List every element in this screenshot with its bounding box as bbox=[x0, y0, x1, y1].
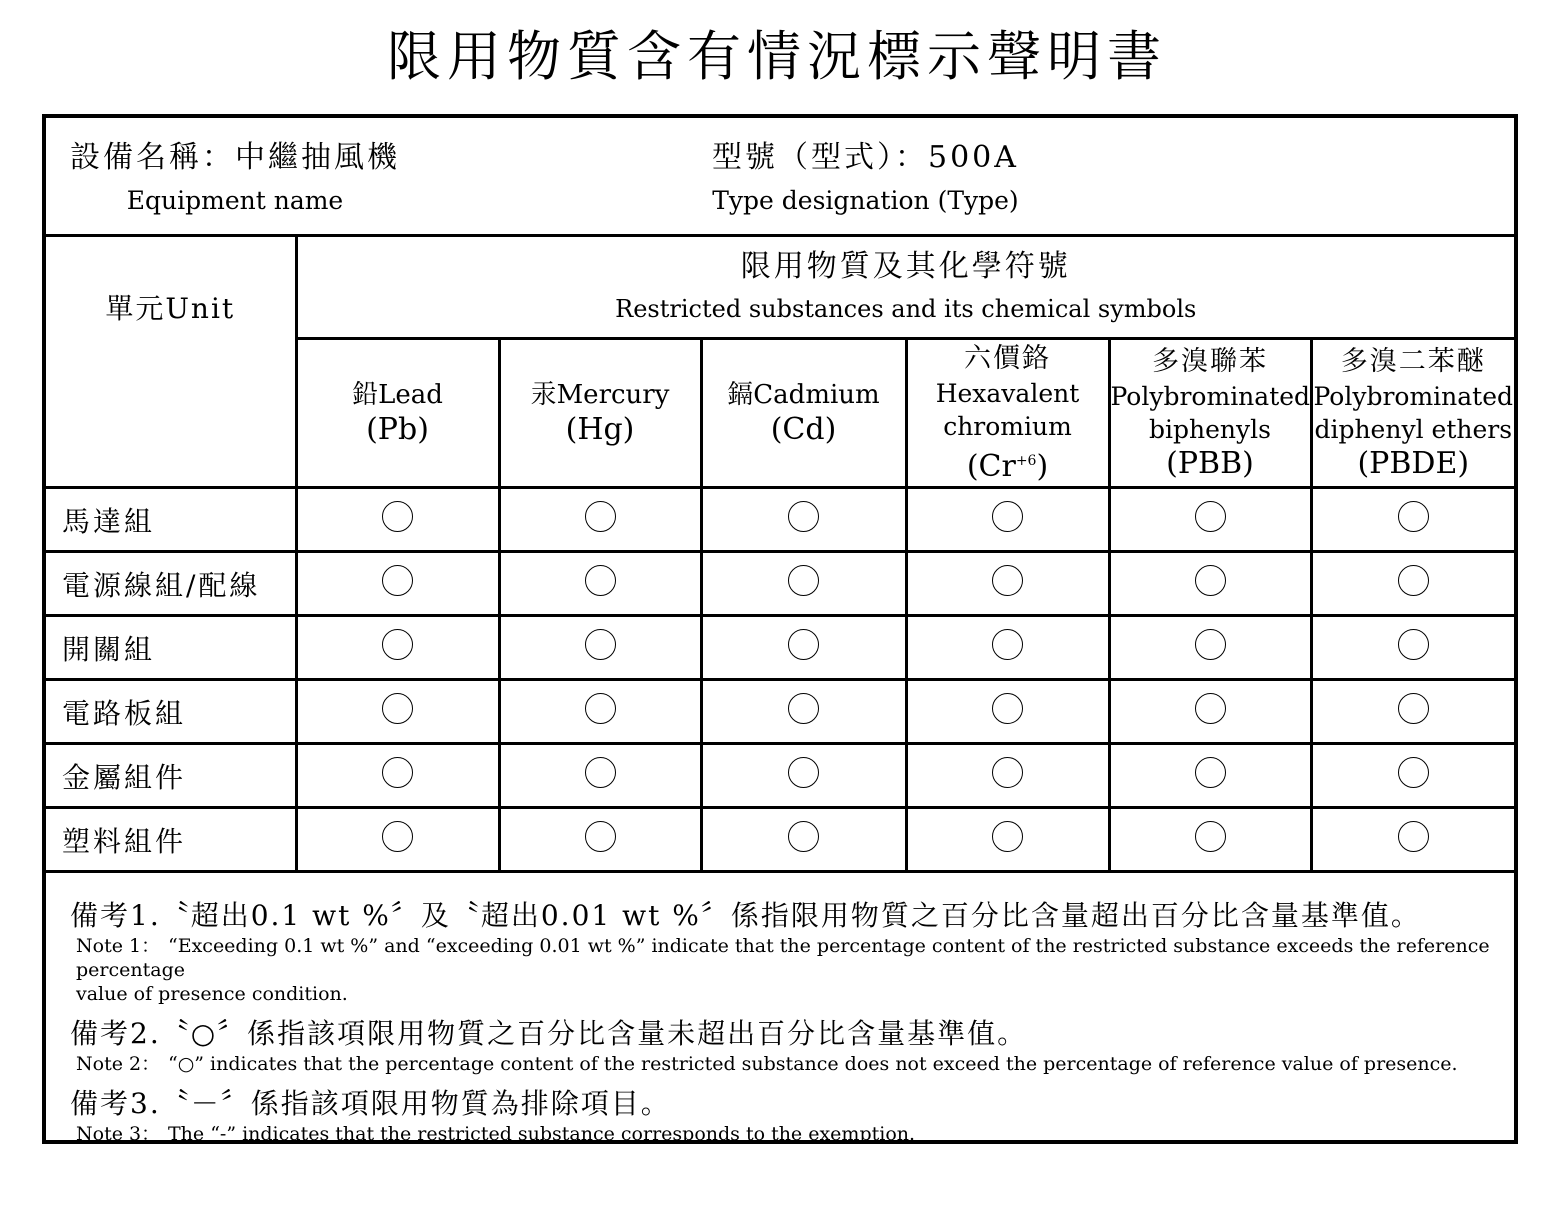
substance-label-en: diphenyl ethers bbox=[1314, 415, 1513, 444]
symbol-end: ) bbox=[1036, 449, 1049, 484]
circle-mark bbox=[585, 697, 616, 732]
circle-icon bbox=[382, 821, 413, 852]
substance-label-en: chromium bbox=[943, 412, 1072, 441]
mark-cell bbox=[1311, 616, 1514, 680]
circle-mark bbox=[585, 825, 616, 860]
note-label: Note 3： bbox=[76, 1123, 161, 1145]
circle-mark bbox=[788, 633, 819, 668]
mark-cell bbox=[1311, 552, 1514, 616]
note-en bbox=[70, 934, 1500, 982]
symbol-superscript: +6 bbox=[1015, 453, 1037, 469]
circle-mark bbox=[788, 825, 819, 860]
circle-icon bbox=[1398, 629, 1429, 660]
substance-label-en: biphenyls bbox=[1149, 415, 1271, 444]
mark-cell bbox=[1109, 808, 1311, 872]
circle-icon bbox=[585, 821, 616, 852]
circle-icon bbox=[992, 693, 1023, 724]
circle-icon bbox=[585, 629, 616, 660]
circle-icon bbox=[1398, 501, 1429, 532]
circle-mark bbox=[585, 569, 616, 604]
circle-icon bbox=[788, 821, 819, 852]
circle-mark bbox=[992, 825, 1023, 860]
circle-mark bbox=[585, 633, 616, 668]
notes-section bbox=[70, 898, 1500, 1146]
mark-cell bbox=[499, 616, 701, 680]
type-designation-en: Type designation (Type) bbox=[712, 186, 1019, 215]
circle-mark bbox=[1398, 825, 1429, 860]
table-row bbox=[46, 488, 1514, 552]
circle-mark bbox=[1398, 697, 1429, 732]
circle-icon bbox=[1398, 821, 1429, 852]
mark-cell bbox=[296, 808, 499, 872]
circle-icon bbox=[1195, 501, 1226, 532]
restricted-title-en: Restricted substances and its chemical symbols bbox=[615, 295, 1197, 323]
mark-cell bbox=[701, 552, 906, 616]
circle-icon bbox=[992, 629, 1023, 660]
row-unit-label: 馬達組 bbox=[46, 488, 296, 552]
row-unit-label: 金屬組件 bbox=[46, 744, 296, 808]
declaration-frame bbox=[42, 114, 1518, 1144]
circle-icon bbox=[382, 629, 413, 660]
table-body bbox=[46, 488, 1514, 872]
mark-cell bbox=[1311, 488, 1514, 552]
circle-mark bbox=[788, 505, 819, 540]
note-zh: 備考2.〝○〞係指該項限用物質之百分比含量未超出百分比含量基準值。 bbox=[70, 1017, 1028, 1050]
table-row bbox=[46, 680, 1514, 744]
circle-mark bbox=[1398, 633, 1429, 668]
mark-cell bbox=[1109, 744, 1311, 808]
mark-cell bbox=[499, 744, 701, 808]
circle-mark bbox=[788, 569, 819, 604]
mark-cell bbox=[1311, 744, 1514, 808]
circle-mark bbox=[382, 825, 413, 860]
circle-mark bbox=[992, 505, 1023, 540]
circle-mark bbox=[382, 697, 413, 732]
circle-mark bbox=[788, 761, 819, 796]
equipment-name-zh: 設備名稱：中繼抽風機 bbox=[70, 140, 400, 175]
document-title: 限用物質含有情況標示聲明書 bbox=[387, 25, 1167, 88]
table-row bbox=[46, 744, 1514, 808]
substance-symbol: (PBB) bbox=[1166, 446, 1254, 481]
mark-cell bbox=[1311, 808, 1514, 872]
circle-icon bbox=[1398, 565, 1429, 596]
note-text: “○” indicates that the percentage content of the restricted substance does not exceed the percentage of reference value of presence. bbox=[168, 1053, 1458, 1075]
mark-cell bbox=[499, 488, 701, 552]
circle-icon bbox=[382, 757, 413, 788]
circle-icon bbox=[1398, 757, 1429, 788]
substance-label-en: Polybrominated bbox=[1110, 382, 1311, 411]
circle-mark bbox=[1398, 505, 1429, 540]
circle-icon bbox=[1195, 629, 1226, 660]
mark-cell bbox=[499, 808, 701, 872]
circle-icon bbox=[1195, 693, 1226, 724]
substance-label-en: Polybrominated bbox=[1313, 382, 1514, 411]
circle-mark bbox=[1398, 569, 1429, 604]
mark-cell bbox=[499, 680, 701, 744]
note-text-continued: value of presence condition. bbox=[76, 983, 348, 1005]
circle-mark bbox=[1195, 633, 1226, 668]
mark-cell bbox=[296, 744, 499, 808]
mark-cell bbox=[296, 552, 499, 616]
symbol-base: (Cr bbox=[966, 449, 1016, 484]
mark-cell bbox=[906, 488, 1109, 552]
substance-label: 鎘Cadmium bbox=[727, 380, 880, 410]
note-label: Note 1： bbox=[76, 935, 161, 957]
mark-cell bbox=[906, 680, 1109, 744]
row-unit-label: 電源線組/配線 bbox=[46, 552, 296, 616]
row-unit-label: 電路板組 bbox=[46, 680, 296, 744]
mark-cell bbox=[906, 616, 1109, 680]
table-row bbox=[46, 616, 1514, 680]
equipment-name-en: Equipment name bbox=[126, 186, 344, 215]
restricted-header-row bbox=[46, 236, 1514, 339]
restricted-substances-header bbox=[296, 236, 1514, 339]
circle-icon bbox=[788, 565, 819, 596]
substance-lead bbox=[296, 339, 499, 488]
circle-icon bbox=[788, 629, 819, 660]
substance-label-en: Hexavalent bbox=[935, 379, 1080, 408]
note-text: The “-” indicates that the restricted substance corresponds to the exemption. bbox=[168, 1123, 916, 1145]
circle-icon bbox=[788, 501, 819, 532]
circle-mark bbox=[1195, 761, 1226, 796]
note-text: “Exceeding 0.1 wt %” and “exceeding 0.01 wt %” indicate that the percentage content of the restricted substance exceeds the reference percentage bbox=[76, 935, 1490, 981]
circle-mark bbox=[1195, 569, 1226, 604]
circle-icon bbox=[382, 501, 413, 532]
substance-symbol: (Hg) bbox=[565, 412, 635, 447]
note-2 bbox=[70, 1016, 1500, 1076]
mark-cell bbox=[701, 680, 906, 744]
circle-mark bbox=[585, 761, 616, 796]
substance-symbol: (PBDE) bbox=[1357, 446, 1470, 481]
circle-mark bbox=[788, 697, 819, 732]
mark-cell bbox=[1109, 552, 1311, 616]
mark-cell bbox=[906, 808, 1109, 872]
circle-mark bbox=[992, 697, 1023, 732]
mark-cell bbox=[701, 744, 906, 808]
substance-label: 汞Mercury bbox=[530, 380, 670, 410]
circle-mark bbox=[382, 569, 413, 604]
substance-symbol: (Cd) bbox=[770, 412, 837, 447]
circle-mark bbox=[1195, 825, 1226, 860]
mark-cell bbox=[296, 680, 499, 744]
note-zh: 備考3.〝－〞係指該項限用物質為排除項目。 bbox=[70, 1087, 671, 1120]
mark-cell bbox=[1109, 680, 1311, 744]
substance-mercury bbox=[499, 339, 701, 488]
type-designation-zh: 型號（型式）：500A bbox=[712, 140, 1019, 175]
circle-mark bbox=[382, 505, 413, 540]
circle-mark bbox=[585, 505, 616, 540]
mark-cell bbox=[701, 616, 906, 680]
mark-cell bbox=[906, 744, 1109, 808]
mark-cell bbox=[1109, 488, 1311, 552]
circle-mark bbox=[992, 633, 1023, 668]
row-unit-label: 塑料組件 bbox=[46, 808, 296, 872]
circle-mark bbox=[382, 761, 413, 796]
mark-cell bbox=[296, 616, 499, 680]
type-designation bbox=[712, 138, 1019, 218]
circle-mark bbox=[382, 633, 413, 668]
circle-icon bbox=[992, 757, 1023, 788]
circle-icon bbox=[382, 565, 413, 596]
circle-mark bbox=[1195, 697, 1226, 732]
circle-icon bbox=[788, 757, 819, 788]
substance-symbol bbox=[908, 443, 1108, 485]
circle-icon bbox=[992, 501, 1023, 532]
restricted-title-zh: 限用物質及其化學符號 bbox=[740, 249, 1071, 284]
note-zh: 備考1.〝超出0.1 wt %〞及〝超出0.01 wt %〞係指限用物質之百分比含量超出百分比含量基準值。 bbox=[70, 899, 1421, 932]
mark-cell bbox=[701, 488, 906, 552]
unit-header: 單元Unit bbox=[46, 236, 296, 488]
circle-icon bbox=[788, 693, 819, 724]
note-en bbox=[70, 1122, 1500, 1146]
substance-hexavalent-chromium bbox=[906, 339, 1109, 488]
circle-icon bbox=[585, 501, 616, 532]
circle-mark bbox=[1195, 505, 1226, 540]
equipment-name bbox=[70, 138, 400, 218]
substance-label-zh: 六價鉻 bbox=[964, 343, 1051, 374]
table-row bbox=[46, 808, 1514, 872]
mark-cell bbox=[701, 808, 906, 872]
circle-icon bbox=[1195, 821, 1226, 852]
mark-cell bbox=[499, 552, 701, 616]
substance-pbb bbox=[1109, 339, 1311, 488]
circle-mark bbox=[992, 761, 1023, 796]
mark-cell bbox=[1311, 680, 1514, 744]
substance-table bbox=[46, 118, 1514, 873]
note-3 bbox=[70, 1086, 1500, 1146]
substance-symbol: (Pb) bbox=[366, 412, 429, 447]
note-1 bbox=[70, 898, 1500, 1006]
circle-mark bbox=[992, 569, 1023, 604]
circle-icon bbox=[1195, 565, 1226, 596]
circle-icon bbox=[992, 565, 1023, 596]
row-unit-label: 開關組 bbox=[46, 616, 296, 680]
circle-icon bbox=[992, 821, 1023, 852]
circle-icon bbox=[1398, 693, 1429, 724]
circle-icon bbox=[585, 693, 616, 724]
note-en bbox=[70, 1052, 1500, 1076]
mark-cell bbox=[296, 488, 499, 552]
circle-icon bbox=[585, 565, 616, 596]
substance-pbde bbox=[1311, 339, 1514, 488]
substance-label-zh: 多溴二苯醚 bbox=[1340, 346, 1486, 377]
mark-cell bbox=[1109, 616, 1311, 680]
circle-icon bbox=[1195, 757, 1226, 788]
circle-icon bbox=[382, 693, 413, 724]
circle-mark bbox=[1398, 761, 1429, 796]
table-row bbox=[46, 552, 1514, 616]
circle-icon bbox=[585, 757, 616, 788]
substance-label: 鉛Lead bbox=[352, 380, 443, 410]
equipment-header-row bbox=[46, 118, 1514, 236]
substance-cadmium bbox=[701, 339, 906, 488]
substance-label-zh: 多溴聯苯 bbox=[1152, 346, 1268, 377]
note-label: Note 2： bbox=[76, 1053, 161, 1075]
mark-cell bbox=[906, 552, 1109, 616]
